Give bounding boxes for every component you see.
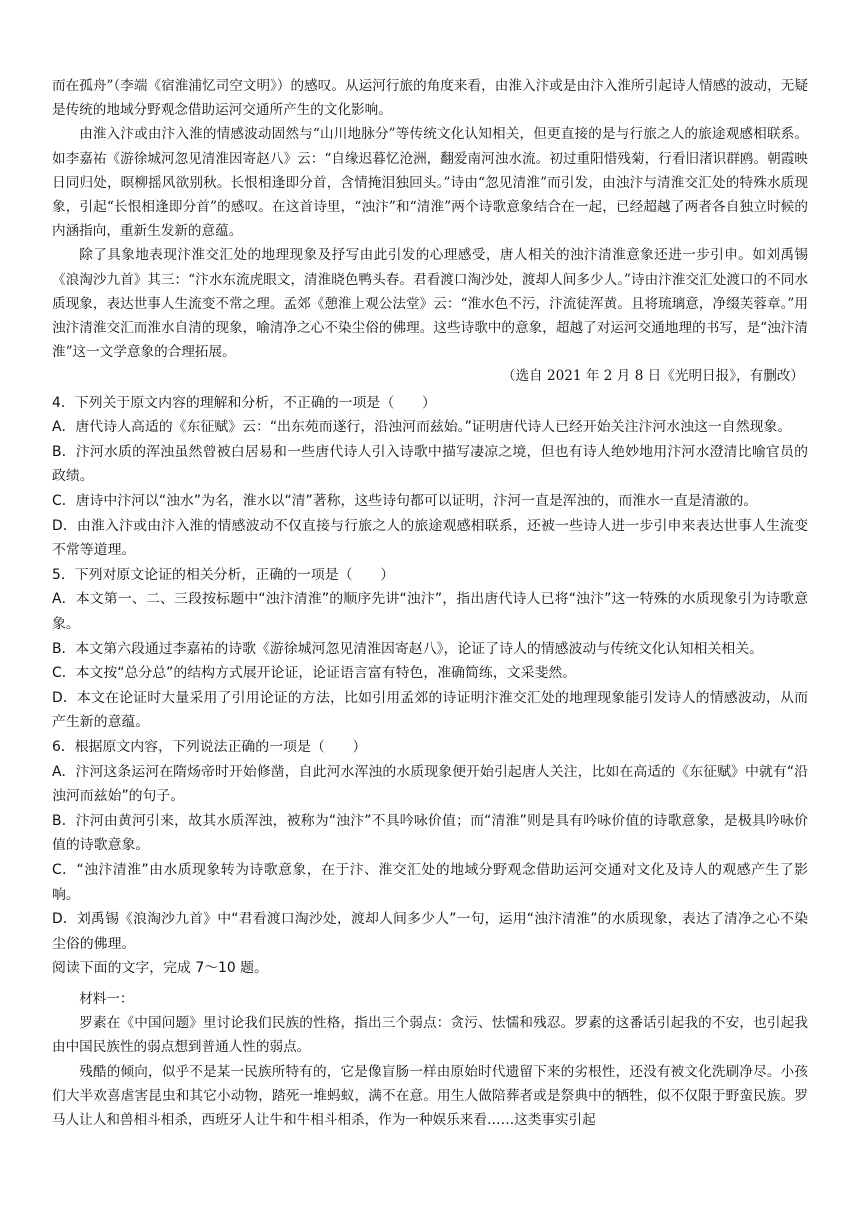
material-label: 材料一： [79, 990, 134, 1007]
question-5 [52, 563, 808, 735]
material-one [52, 987, 808, 1132]
article-paragraph: 由淮入汴或由汴入淮的情感波动固然与“山川地脉分”等传统文化认知相关，但更直接的是与行旅之人的旅途观感相联系。如李嘉祐《游徐城河忽见清淮因寄赵八》云：“自缘迟暮忆沧洲，翻爱南河浊水流。初过重阳惜残菊，行看旧渚识群鸥。朝霞映日同归处，暝柳摇风欲别秋。长恨相逢即分首，含情掩泪独回头。”诗由“忽见清淮”而引发，由浊汴与清淮交汇处的特殊水质现象，引起“长恨相逢即分首”的感叹。在这首诗里，“浊汴”和“清淮”两个诗歌意象结合在一起，已经超越了两者各自独立时候的内涵指向，重新生发新的意蕴。 [52, 126, 808, 240]
option-b: B．本文第六段通过李嘉祐的诗歌《游徐城河忽见清淮因寄赵八》，论证了诗人的情感波动与传统文化认知相关相关。 [52, 640, 764, 657]
document-page [52, 74, 808, 1132]
option-a: A．汴河这条运河在隋炀帝时开始修凿，自此河水浑浊的水质现象便开始引起唐人关注，比如在高适的《东征赋》中就有“沿浊河而兹始”的句子。 [52, 763, 808, 805]
article-paragraph: 除了具象地表现汴淮交汇处的地理现象及抒写由此引发的心理感受，唐人相关的浊汴清淮意象还进一步引申。如刘禹锡《浪淘沙九首》其三：“汴水东流虎眼文，清淮晓色鸭头春。君看渡口淘沙处，渡却人间多少人。”诗由汴淮交汇处渡口的不同水质现象，表达世事人生流变不常之理。孟郊《憩淮上观公法堂》云：“淮水色不污，汴流徒浑黄。且将琉璃意，净缀芙蓉章。”用浊汴清淮交汇而淮水自清的现象，喻清净之心不染尘俗的佛理。这些诗歌中的意象，超越了对运河交通地理的书写，是“浊汴清淮”这一文学意象的合理拓展。 [52, 247, 808, 361]
option-d: D．由淮入汴或由汴入淮的情感波动不仅直接与行旅之人的旅途观感相联系，还被一些诗人进一步引申来表达世事人生流变不常等道理。 [52, 517, 808, 559]
source-note: （选自 2021 年 2 月 8 日《光明日报》，有删改） [501, 368, 804, 385]
material-paragraph: 残酷的倾向，似乎不是某一民族所特有的，它是像盲肠一样由原始时代遗留下来的劣根性，还没有被文化洗刷净尽。小孩们大半欢喜虐害昆虫和其它小动物，踏死一堆蚂蚁，满不在意。用生人做陪葬者或是祭典中的牺牲，似不仅限于野蛮民族。罗马人让人和兽相斗相杀，西班牙人让牛和牛相斗相杀，作为一种娱乐来看……这类事实引起 [52, 1063, 808, 1128]
option-c: C．唐诗中汴河以“浊水”为名，淮水以“清”著称，这些诗句都可以证明，汴河一直是浑浊的，而淮水一直是清澈的。 [52, 493, 758, 510]
question-stem: 5．下列对原文论证的相关分析，正确的一项是（ ） [52, 566, 395, 583]
option-c: C．“浊汴清淮”由水质现象转为诗歌意象，在于汴、淮交汇处的地域分野观念借助运河交通对文化及诗人的观感产生了影响。 [52, 861, 808, 903]
question-4 [52, 391, 808, 563]
article-paragraph: 而在孤舟”（李端《宿淮浦忆司空文明》）的感叹。从运河行旅的角度来看，由淮入汴或是由汴入淮所引起诗人情感的波动，无疑是传统的地域分野观念借助运河交通所产生的文化影响。 [52, 78, 808, 119]
question-stem: 6．根据原文内容，下列说法正确的一项是（ ） [52, 738, 367, 755]
option-a: A．唐代诗人高适的《东征赋》云：“出东苑而遂行，沿浊河而兹始。”证明唐代诗人已经开始关注汴河水浊这一自然现象。 [52, 419, 792, 436]
option-b: B．汴河水质的浑浊虽然曾被白居易和一些唐代诗人引入诗歌中描写凄凉之境，但也有诗人绝妙地用汴河水澄清比喻官员的政绩。 [52, 443, 808, 485]
option-a: A．本文第一、二、三段按标题中“浊汴清淮”的顺序先讲“浊汴”，指出唐代诗人已将“浊汴”这一特殊的水质现象引为诗歌意象。 [52, 591, 808, 632]
option-d: D．刘禹锡《浪淘沙九首》中“君看渡口淘沙处，渡却人间多少人”一句，运用“浊汴清淮”的水质现象，表达了清净之心不染尘俗的佛理。 [52, 911, 808, 952]
article [52, 74, 808, 389]
question-stem: 4．下列关于原文内容的理解和分析，不正确的一项是（ ） [52, 394, 436, 411]
option-d: D．本文在论证时大量采用了引用论证的方法，比如引用孟郊的诗证明汴淮交汇处的地理现象能引发诗人的情感波动，从而产生新的意蕴。 [52, 689, 808, 731]
option-b: B．汴河由黄河引来，故其水质浑浊，被称为“浊汴”不具吟咏价值；而“清淮”则是具有吟咏价值的诗歌意象，是极具吟咏价值的诗歌意象。 [52, 812, 808, 854]
question-6 [52, 735, 808, 956]
material-paragraph: 罗素在《中国问题》里讨论我们民族的性格，指出三个弱点：贪污、怯懦和残忍。罗素的这番话引起我的不安，也引起我由中国民族性的弱点想到普通人性的弱点。 [52, 1015, 808, 1056]
option-c: C．本文按“总分总”的结构方式展开论证，论证语言富有特色，准确简练，文采斐然。 [52, 665, 577, 682]
reading-instructions: 阅读下面的文字，完成 7～10 题。 [52, 960, 268, 977]
